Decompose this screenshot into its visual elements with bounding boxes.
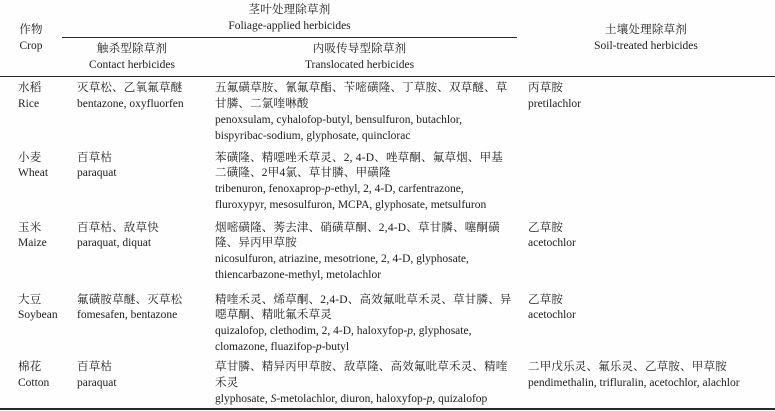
soil-zh: 二甲戊乐灵、氟乐灵、乙草胺、甲草胺 bbox=[528, 360, 727, 373]
col-header-translocated-en: Translocated herbicides bbox=[304, 59, 415, 71]
col-header-soil bbox=[517, 1, 775, 77]
crop-name-zh: 水稻 bbox=[18, 82, 42, 94]
translocated-en: tribenuron, fenoxaprop-p-ethyl, 2, 4-D, carfentrazone, fluroxypyr, mesosulfuron, MCPA, glyphosate, metsulfuron bbox=[215, 183, 487, 212]
col-header-crop bbox=[0, 1, 62, 77]
table-row-maize bbox=[0, 217, 775, 289]
cell-contact-herbicides bbox=[62, 147, 202, 217]
crop-name-en: Rice bbox=[18, 97, 40, 110]
cell-soil-herbicides bbox=[517, 77, 775, 147]
soil-en: pretilachlor bbox=[528, 97, 582, 110]
table-row-soybean bbox=[0, 289, 775, 356]
cell-translocated-herbicides bbox=[202, 217, 517, 289]
col-header-translocated-zh: 内吸传导型除草剂 bbox=[312, 43, 407, 56]
crop-name-zh: 大豆 bbox=[18, 293, 42, 306]
cell-translocated-herbicides bbox=[202, 289, 517, 356]
cell-translocated-herbicides bbox=[202, 147, 517, 217]
crop-name-en: Cotton bbox=[18, 376, 50, 389]
contact-en: fomesafen, bentazone bbox=[77, 309, 178, 322]
table-row-wheat bbox=[0, 147, 775, 217]
translocated-zh: 精喹禾灵、烯草酮、2,4-D、高效氟吡草禾灵、草甘膦、异噁草酮、精吡氟禾草灵 bbox=[215, 293, 512, 322]
cell-crop bbox=[0, 356, 62, 409]
translocated-zh: 苯磺隆、精噁唑禾草灵、2, 4-D、唑草酮、氟草烟、甲基二磺隆、2甲4氯、草甘膦、甲磺隆 bbox=[215, 151, 503, 180]
translocated-en: penoxsulam, cyhalofop-butyl, bensulfuron, butachlor, bispyribac-sodium, glyphosate, quinclorac bbox=[215, 113, 463, 142]
crop-name-en: Maize bbox=[18, 237, 47, 250]
contact-zh: 百草枯 bbox=[77, 151, 113, 164]
cell-translocated-herbicides bbox=[202, 356, 517, 409]
col-header-foliage bbox=[62, 1, 517, 38]
cell-crop bbox=[0, 147, 62, 217]
soil-zh: 乙草胺 bbox=[528, 221, 564, 234]
col-header-soil-zh: 土壤处理除草剂 bbox=[605, 23, 687, 36]
soil-zh: 丙草胺 bbox=[528, 82, 564, 94]
col-header-foliage-en: Foliage-applied herbicides bbox=[228, 19, 351, 32]
contact-zh: 百草枯、敌草快 bbox=[77, 221, 159, 234]
crop-name-en: Wheat bbox=[18, 167, 49, 180]
translocated-en: nicosulfuron, atriazine, mesotrione, 2, 4-D, glyphosate, thiencarbazone-methyl, metolachlor bbox=[215, 253, 469, 282]
col-header-crop-en: Crop bbox=[19, 39, 43, 52]
soil-en: pendimethalin, trifluralin, acetochlor, alachlor bbox=[528, 376, 740, 389]
col-header-contact bbox=[62, 38, 202, 77]
translocated-en: glyphosate, S-metolachlor, diuron, haloxyfop-p, quizalofop bbox=[215, 392, 488, 405]
col-header-foliage-zh: 茎叶处理除草剂 bbox=[248, 4, 331, 16]
cell-translocated-herbicides bbox=[202, 77, 517, 147]
cell-soil-herbicides bbox=[517, 356, 775, 409]
cell-soil-herbicides bbox=[517, 147, 775, 217]
col-header-contact-en: Contact herbicides bbox=[89, 59, 175, 71]
cell-contact-herbicides bbox=[62, 289, 202, 356]
table-row-cotton bbox=[0, 356, 775, 409]
soil-en: acetochlor bbox=[528, 309, 576, 322]
herbicide-table bbox=[0, 1, 775, 410]
col-header-contact-zh: 触杀型除草剂 bbox=[96, 43, 168, 56]
crop-name-zh: 棉花 bbox=[18, 360, 42, 373]
cell-soil-herbicides bbox=[517, 289, 775, 356]
contact-zh: 氟磺胺草醚、灭草松 bbox=[77, 293, 183, 306]
table-header bbox=[0, 1, 775, 77]
cell-soil-herbicides bbox=[517, 217, 775, 289]
cell-contact-herbicides bbox=[62, 356, 202, 409]
soil-en: acetochlor bbox=[528, 237, 576, 250]
cell-crop bbox=[0, 289, 62, 356]
contact-en: paraquat, diquat bbox=[77, 237, 152, 250]
cell-crop bbox=[0, 217, 62, 289]
contact-zh: 百草枯 bbox=[77, 360, 113, 373]
translocated-zh: 五氟磺草胺、氰氟草酯、苄嘧磺隆、丁草胺、双草醚、草甘膦、二氯喹啉酸 bbox=[215, 82, 508, 110]
cell-crop bbox=[0, 77, 62, 147]
crop-name-en: Soybean bbox=[18, 309, 58, 322]
col-header-crop-zh: 作物 bbox=[19, 23, 43, 36]
crop-name-zh: 玉米 bbox=[18, 221, 42, 234]
cell-contact-herbicides bbox=[62, 217, 202, 289]
crop-name-zh: 小麦 bbox=[18, 151, 42, 164]
translocated-zh: 草甘膦、精异丙甲草胺、敌草隆、高效氟吡草禾灵、精喹禾灵 bbox=[215, 360, 508, 389]
contact-en: paraquat bbox=[77, 376, 117, 389]
contact-zh: 灭草松、乙氧氟草醚 bbox=[77, 82, 183, 94]
col-header-translocated bbox=[202, 38, 517, 77]
col-header-soil-en: Soil-treated herbicides bbox=[594, 39, 698, 52]
soil-zh: 乙草胺 bbox=[528, 293, 564, 306]
table-body bbox=[0, 77, 775, 409]
translocated-zh: 烟嘧磺隆、莠去津、硝磺草酮、2,4-D、草甘膦、噻酮磺隆、异丙甲草胺 bbox=[215, 221, 500, 250]
translocated-en: quizalofop, clethodim, 2, 4-D, haloxyfop-p, glyphosate, clomazone, fluazifop-p-butyl bbox=[215, 325, 472, 354]
table-row-rice bbox=[0, 77, 775, 147]
cell-contact-herbicides bbox=[62, 77, 202, 147]
contact-en: paraquat bbox=[77, 167, 117, 180]
contact-en: bentazone, oxyfluorfen bbox=[77, 97, 184, 110]
